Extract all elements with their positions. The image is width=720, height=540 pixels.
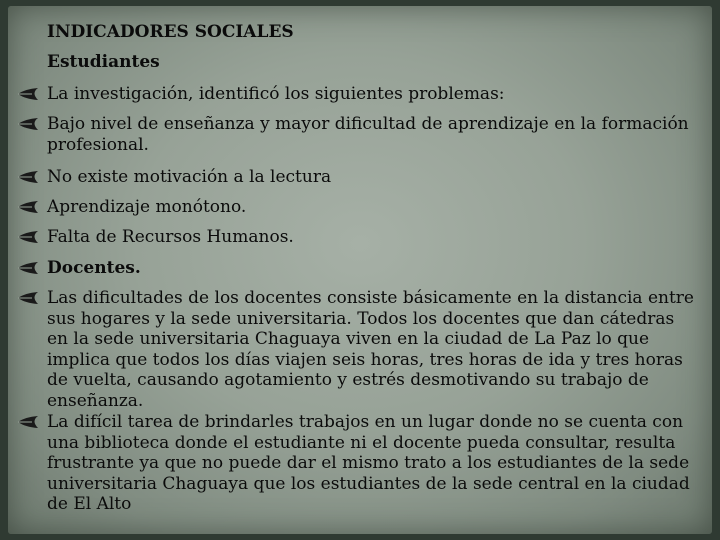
bullet-item: Bajo nivel de enseñanza y mayor dificultad de aprendizaje en la formación profesional.: [47, 114, 697, 155]
feather-arrow-icon: [17, 260, 39, 276]
bullet-item: Aprendizaje monótono.: [47, 197, 697, 218]
feather-arrow-icon: [17, 86, 39, 102]
bullet-item: No existe motivación a la lectura: [47, 167, 697, 188]
section-title: INDICADORES SOCIALES: [47, 22, 294, 42]
bullet-item: Las dificultades de los docentes consiste básicamente en la distancia entre sus hogares y la sede universitaria. Todos los docentes que dan cátedras en la sede universitaria Chaguaya viven en la ciudad de La Paz lo que implica que todos los días viajen seis horas, tres horas de ida y tres horas de vuelta, causando agotamiento y estrés desmotivando su trabajo de enseñanza.: [47, 288, 697, 411]
bullet-item: La investigación, identificó los siguientes problemas:: [47, 84, 697, 105]
subsection-title: Estudiantes: [47, 52, 160, 72]
bullet-item: Falta de Recursos Humanos.: [47, 227, 697, 248]
bullet-item: La difícil tarea de brindarles trabajos en un lugar donde no se cuenta con una biblioteca donde el estudiante ni el docente pueda consultar, resulta frustrante ya que no puede dar el mismo trato a los estudiantes de la sede universitaria Chaguaya que los estudiantes de la sede central en la ciudad de El Alto: [47, 412, 697, 515]
feather-arrow-icon: [17, 116, 39, 132]
feather-arrow-icon: [17, 414, 39, 430]
feather-arrow-icon: [17, 169, 39, 185]
bullet-item-docentes: Docentes.: [47, 258, 697, 279]
feather-arrow-icon: [17, 229, 39, 245]
feather-arrow-icon: [17, 199, 39, 215]
feather-arrow-icon: [17, 290, 39, 306]
